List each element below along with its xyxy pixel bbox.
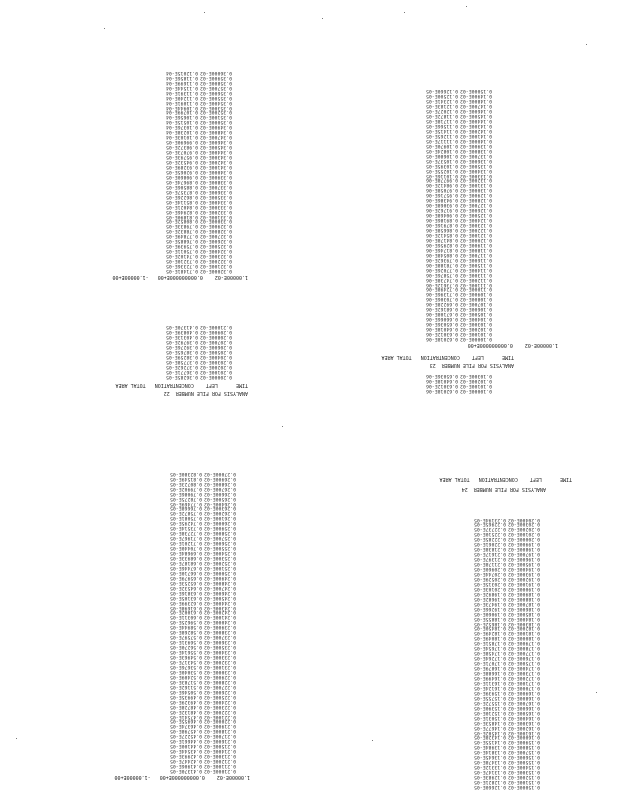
scan-speck (282, 426, 283, 427)
panel-top-right-col-c: 0.10000E-02 0.10100E-02 0.10200E-02 0.10300E-02 (459, 373, 492, 393)
panel-bottom-right (426, 466, 576, 792)
scan-speck (466, 6, 467, 7)
panel-bottom-right-header-2: TIME LEFT CONCENTRATION TOTAL AREA (439, 476, 572, 482)
panel-bottom-right-col-a: 0.15000E-02 0.15100E-02 0.15200E-02 0.15300E-02 0.15400E-02 0.15500E-02 0.15600E-02 0.15700E-02 0.15800E-02 0.15900E-02 0.16000E-02 0.16100E-02 0.16200E-02 0.16300E-02 0.16400E-02 0.16500E-02 0.16600E-02 0.16700E-02 0.16800E-02 0.16900E-02 0.17000E-02 0.17100E-02 0.17200E-02 0.17300E-02 0.17400E-02 0.17500E-02 0.17600E-02 0.17700E-02 0.17800E-02 0.17900E-02 0.18000E-02 0.18100E-02 0.18200E-02 0.18300E-02 0.18400E-02 0.18500E-02 0.18600E-02 0.18700E-02 0.18800E-02 0.18900E-02 0.19000E-02 0.19100E-02 0.19200E-02 0.19300E-02 0.19400E-02 0.19500E-02 0.19600E-02 0.19700E-02 0.19800E-02 0.19900E-02 0.20000E-02 0.20100E-02 0.20200E-02 0.20300E-02 0.20400E-02 (507, 516, 540, 789)
scan-speck (322, 18, 323, 19)
panel-top-left-header-2: TIME LEFT CONCENTRATION TOTAL AREA (115, 382, 248, 388)
panel-bottom-left-footer: 1.00000E-02 0.000000000E+00 -1.00000E+00 (114, 774, 250, 780)
panel-bottom-left (114, 460, 250, 782)
panel-top-right-col-d: 0.62018E-06 0.63012E-06 0.64018E-06 0.65036E-06 (425, 373, 458, 393)
panel-bottom-left-col-b: 0.41370E-05 0.41906E-05 0.42447E-05 0.42993E-05 0.43544E-05 0.44100E-05 0.44661E-05 0.45227E-05 0.45798E-05 0.46374E-05 0.46955E-05 0.47541E-05 0.48132E-05 0.48728E-05 0.49329E-05 0.49935E-05 0.50546E-05 0.51162E-05 0.51783E-05 0.52409E-05 0.53040E-05 0.53676E-05 0.54317E-05 0.54963E-05 0.55614E-05 0.56270E-05 0.56931E-05 0.57597E-05 0.58268E-05 0.58944E-05 0.59625E-05 0.60311E-05 0.61002E-05 0.61698E-05 0.62399E-05 0.63105E-05 0.63816E-05 0.64532E-05 0.65253E-05 0.65979E-05 0.66710E-05 0.67446E-05 0.68187E-05 0.68933E-05 0.69684E-05 0.70440E-05 0.71201E-05 0.71967E-05 0.72738E-05 0.73514E-05 0.74295E-05 0.75081E-05 0.75872E-05 0.76668E-05 0.77469E-05 0.78275E-05 0.79086E-05 0.79902E-05 0.80723E-05 0.81549E-05 0.82380E-05 (169, 470, 202, 773)
panel-top-left-footer: 1.00000E-02 0.000000000E+00 -1.00000E+00 (112, 274, 248, 280)
panel-bottom-right-header-1: ANALYSIS FOR FILE NUMBER 24 (461, 486, 546, 492)
panel-bottom-right-col-b: 0.12660E-05 0.12821E-05 0.12983E-05 0.13147E-05 0.13312E-05 0.13478E-05 0.13645E-05 0.13814E-05 0.13984E-05 0.14155E-05 0.14328E-05 0.14502E-05 0.14677E-05 0.14853E-05 0.15031E-05 0.15210E-05 0.15390E-05 0.15572E-05 0.15755E-05 0.15939E-05 0.16124E-05 0.16311E-05 0.16499E-05 0.16688E-05 0.16879E-05 0.17071E-05 0.17264E-05 0.17458E-05 0.17654E-05 0.17851E-05 0.18049E-05 0.18249E-05 0.18450E-05 0.18652E-05 0.18855E-05 0.19060E-05 0.19266E-05 0.19473E-05 0.19682E-05 0.19892E-05 0.20103E-05 0.20315E-05 0.20529E-05 0.20744E-05 0.20960E-05 0.21178E-05 0.21397E-05 0.21617E-05 0.21838E-05 0.22061E-05 0.22285E-05 0.22510E-05 0.22737E-05 0.22965E-05 0.23194E-05 (473, 516, 506, 789)
panel-top-right-header-1: ANALYSIS FOR FILE NUMBER 23 (429, 362, 514, 368)
scan-speck (596, 692, 597, 693)
panel-top-left (112, 68, 248, 398)
panel-top-left-col-a: 0.32000E-02 0.32100E-02 0.32200E-02 0.32300E-02 0.32400E-02 0.32500E-02 0.32600E-02 0.32700E-02 0.32800E-02 0.32900E-02 0.33000E-02 0.33100E-02 0.33200E-02 0.33300E-02 0.33400E-02 0.33500E-02 0.33600E-02 0.33700E-02 0.33800E-02 0.33900E-02 0.34000E-02 0.34100E-02 0.34200E-02 0.34300E-02 0.34400E-02 0.34500E-02 0.34600E-02 0.34700E-02 0.34800E-02 0.34900E-02 0.35000E-02 0.35100E-02 0.35200E-02 0.35300E-02 0.35400E-02 0.35500E-02 0.35600E-02 0.35700E-02 0.35800E-02 0.35900E-02 0.36000E-02 (199, 69, 232, 273)
scan-speck (586, 44, 587, 45)
scan-speck (204, 12, 205, 13)
panel-top-right-col-a: 0.10000E-02 0.10100E-02 0.10200E-02 0.10300E-02 0.10400E-02 0.10500E-02 0.10600E-02 0.10700E-02 0.10800E-02 0.10900E-02 0.11000E-02 0.11100E-02 0.11200E-02 0.11300E-02 0.11400E-02 0.11500E-02 0.11600E-02 0.11700E-02 0.11800E-02 0.11900E-02 0.12000E-02 0.12100E-02 0.12200E-02 0.12300E-02 0.12400E-02 0.12500E-02 0.12600E-02 0.12700E-02 0.12800E-02 0.12900E-02 0.13000E-02 0.13100E-02 0.13200E-02 0.13300E-02 0.13400E-02 0.13500E-02 0.13600E-02 0.13700E-02 0.13800E-02 0.13900E-02 0.14000E-02 0.14100E-02 0.14200E-02 0.14300E-02 0.14400E-02 0.14500E-02 0.14600E-02 0.14700E-02 0.14800E-02 0.14900E-02 0.15000E-02 (459, 88, 492, 341)
scan-speck (16, 738, 17, 739)
panel-top-right (381, 70, 558, 396)
panel-top-left-col-c: 0.20000E-02 0.20100E-02 0.20200E-02 0.20300E-02 0.20400E-02 0.20500E-02 0.20600E-02 0.20700E-02 0.20800E-02 0.20900E-02 0.21000E-02 (199, 324, 232, 379)
scan-speck (372, 740, 373, 741)
panel-top-right-col-b: 0.62018E-06 0.63012E-06 0.64018E-06 0.65036E-06 0.66066E-06 0.67108E-06 0.68162E-06 0.69228E-06 0.70306E-06 0.71396E-06 0.72498E-06 0.73612E-06 0.74738E-06 0.75876E-06 0.77026E-06 0.78188E-06 0.79362E-06 0.80548E-06 0.81746E-06 0.82956E-06 0.84178E-06 0.85412E-06 0.86658E-06 0.87916E-06 0.89186E-06 0.90468E-06 0.91762E-06 0.93068E-06 0.94386E-06 0.95716E-06 0.97058E-06 0.98412E-06 0.99778E-06 0.10116E-05 0.10255E-05 0.10395E-05 0.10537E-05 0.10680E-05 0.10824E-05 0.10970E-05 0.11117E-05 0.11265E-05 0.11415E-05 0.11566E-05 0.11718E-05 0.11872E-05 0.12027E-05 0.12183E-05 0.12341E-05 0.12500E-05 0.12660E-05 (425, 88, 458, 341)
panel-top-left-col-b: 0.71481E-05 0.72336E-05 0.73210E-05 0.74102E-05 0.75011E-05 0.75939E-05 0.76885E-05 0.77849E-05 0.78832E-05 0.79833E-05 0.80852E-05 0.81890E-05 0.82946E-05 0.84021E-05 0.85114E-05 0.86226E-05 0.87357E-05 0.88506E-05 0.89674E-05 0.90860E-05 0.92065E-05 0.93289E-05 0.94532E-05 0.95793E-05 0.97073E-05 0.98372E-05 0.99690E-05 0.10103E-04 0.10238E-04 0.10376E-04 0.10515E-04 0.10656E-04 0.10799E-04 0.10944E-04 0.11091E-04 0.11240E-04 0.11391E-04 0.11544E-04 0.11699E-04 0.11856E-04 0.12015E-04 (165, 69, 198, 273)
panel-top-right-header-2: TIME LEFT CONCENTRATION TOTAL AREA (381, 354, 514, 360)
panel-top-left-header-1: ANALYSIS FOR FILE NUMBER 22 (163, 390, 248, 396)
panel-bottom-left-col-a: 0.21000E-02 0.21100E-02 0.21200E-02 0.21300E-02 0.21400E-02 0.21500E-02 0.21600E-02 0.21700E-02 0.21800E-02 0.21900E-02 0.22000E-02 0.22100E-02 0.22200E-02 0.22300E-02 0.22400E-02 0.22500E-02 0.22600E-02 0.22700E-02 0.22800E-02 0.22900E-02 0.23000E-02 0.23100E-02 0.23200E-02 0.23300E-02 0.23400E-02 0.23500E-02 0.23600E-02 0.23700E-02 0.23800E-02 0.23900E-02 0.24000E-02 0.24100E-02 0.24200E-02 0.24300E-02 0.24400E-02 0.24500E-02 0.24600E-02 0.24700E-02 0.24800E-02 0.24900E-02 0.25000E-02 0.25100E-02 0.25200E-02 0.25300E-02 0.25400E-02 0.25500E-02 0.25600E-02 0.25700E-02 0.25800E-02 0.25900E-02 0.26000E-02 0.26100E-02 0.26200E-02 0.26300E-02 0.26400E-02 0.26500E-02 0.26600E-02 0.26700E-02 0.26800E-02 0.26900E-02 0.27000E-02 (203, 470, 236, 773)
panel-top-left-col-d: 0.36285E-05 0.36771E-05 0.37262E-05 0.37758E-05 0.38259E-05 0.38765E-05 0.39276E-05 0.39792E-05 0.40313E-05 0.40839E-05 0.41370E-05 (165, 324, 198, 379)
panel-top-right-footer: 1.00000E-02 0.000000000E+00 (467, 342, 558, 348)
scan-speck (404, 12, 405, 13)
scan-speck (104, 28, 105, 29)
